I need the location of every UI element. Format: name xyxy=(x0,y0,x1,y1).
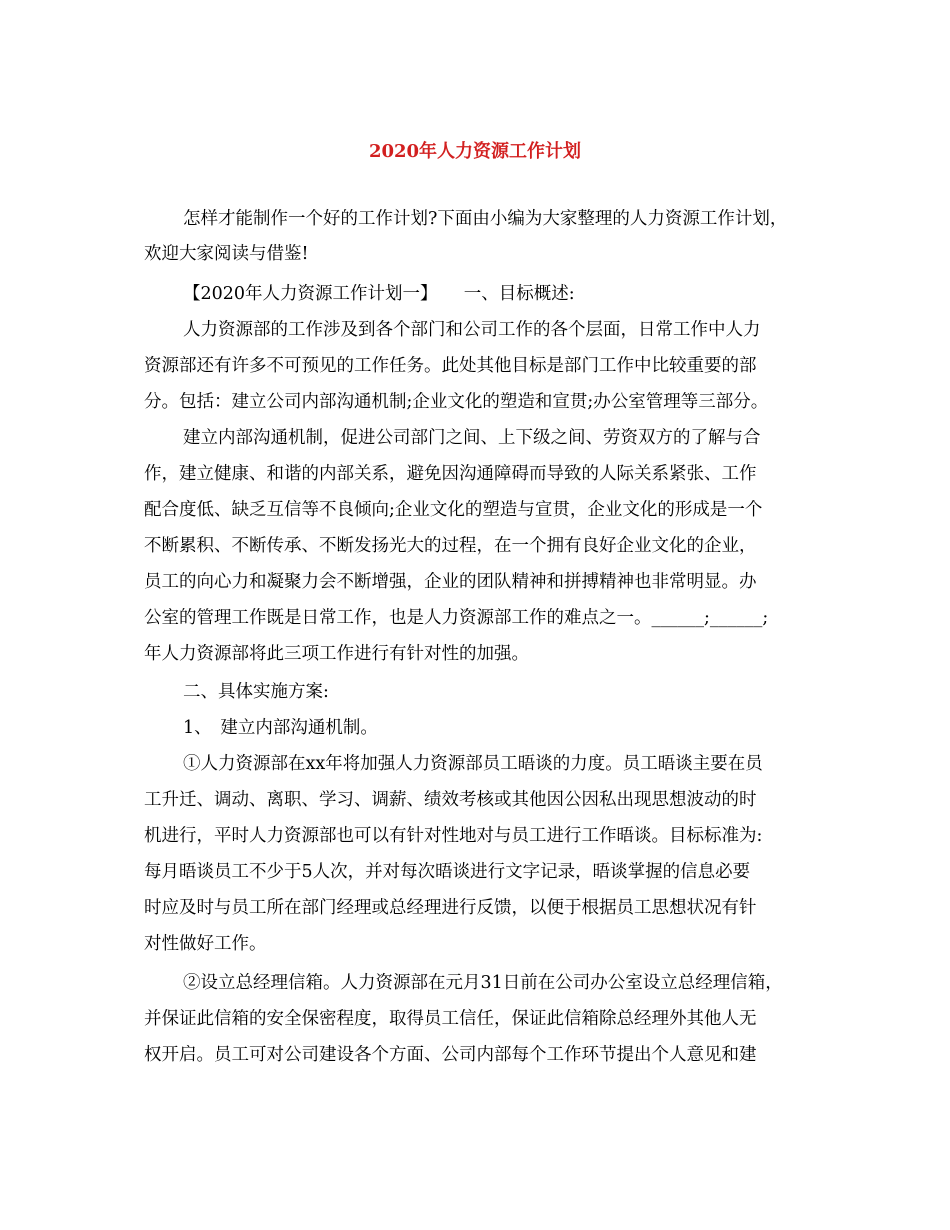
paragraph-line: 建立内部沟通机制，促进公司部门之间、上下级之间、劳资双方的了解与合 xyxy=(183,428,761,448)
paragraph-line: ②设立总经理信箱。人力资源部在元月31日前在公司办公室设立总经理信箱， xyxy=(183,973,783,993)
paragraph-line: 人力资源部的工作涉及到各个部门和公司工作的各个层面，日常工作中人力 xyxy=(183,320,761,340)
paragraph-line: 作，建立健康、和谐的内部关系，避免因沟通障碍而导致的人际关系紧张、工作 xyxy=(144,464,757,484)
paragraph-line: 年人力资源部将此三项工作进行有针对性的加强。 xyxy=(144,644,529,664)
paragraph-line: 员工的向心力和凝聚力会不断增强，企业的团队精神和拼搏精神也非常明显。办 xyxy=(144,572,757,592)
paragraph-line: 机进行，平时人力资源部也可以有针对性地对与员工进行工作晤谈。目标标准为: xyxy=(144,826,763,846)
paragraph-line: 每月晤谈员工不少于5人次，并对每次晤谈进行文字记录，晤谈掌握的信息必要 xyxy=(144,862,751,882)
paragraph-line: 工升迁、调动、离职、学习、调薪、绩效考核或其他因公因私出现思想波动的时 xyxy=(144,790,757,810)
paragraph-line: 【2020年人力资源工作计划一】 一、目标概述: xyxy=(183,284,575,304)
document-title: 2020年人力资源工作计划 xyxy=(368,141,582,162)
paragraph-line: 权开启。员工可对公司建设各个方面、公司内部每个工作环节提出个人意见和建 xyxy=(144,1045,757,1065)
paragraph-line: 公室的管理工作既是日常工作，也是人力资源部工作的难点之一。______;______; xyxy=(144,608,769,628)
paragraph-line: 对性做好工作。 xyxy=(144,934,267,954)
section-heading: 二、具体实施方案: xyxy=(183,682,329,702)
paragraph-line: 资源部还有许多不可预见的工作任务。此处其他目标是部门工作中比较重要的部 xyxy=(144,356,757,376)
paragraph-line: 不断累积、不断传承、不断发扬光大的过程，在一个拥有良好企业文化的企业， xyxy=(144,536,757,556)
paragraph-line: 分。包括：建立公司内部沟通机制;企业文化的塑造和宣贯;办公室管理等三部分。 xyxy=(144,392,769,412)
list-item-heading: 1、 建立内部沟通机制。 xyxy=(183,718,378,738)
paragraph-line: ①人力资源部在xx年将加强人力资源部员工晤谈的力度。员工晤谈主要在员 xyxy=(183,754,763,774)
paragraph-line: 欢迎大家阅读与借鉴! xyxy=(144,244,309,264)
paragraph-line: 配合度低、缺乏互信等不良倾向;企业文化的塑造与宣贯，企业文化的形成是一个 xyxy=(144,500,763,520)
paragraph-line: 怎样才能制作一个好的工作计划?下面由小编为大家整理的人力资源工作计划， xyxy=(183,209,788,229)
paragraph-line: 并保证此信箱的安全保密程度，取得员工信任，保证此信箱除总经理外其他人无 xyxy=(144,1009,757,1029)
paragraph-line: 时应及时与员工所在部门经理或总经理进行反馈，以便于根据员工思想状况有针 xyxy=(144,898,757,918)
